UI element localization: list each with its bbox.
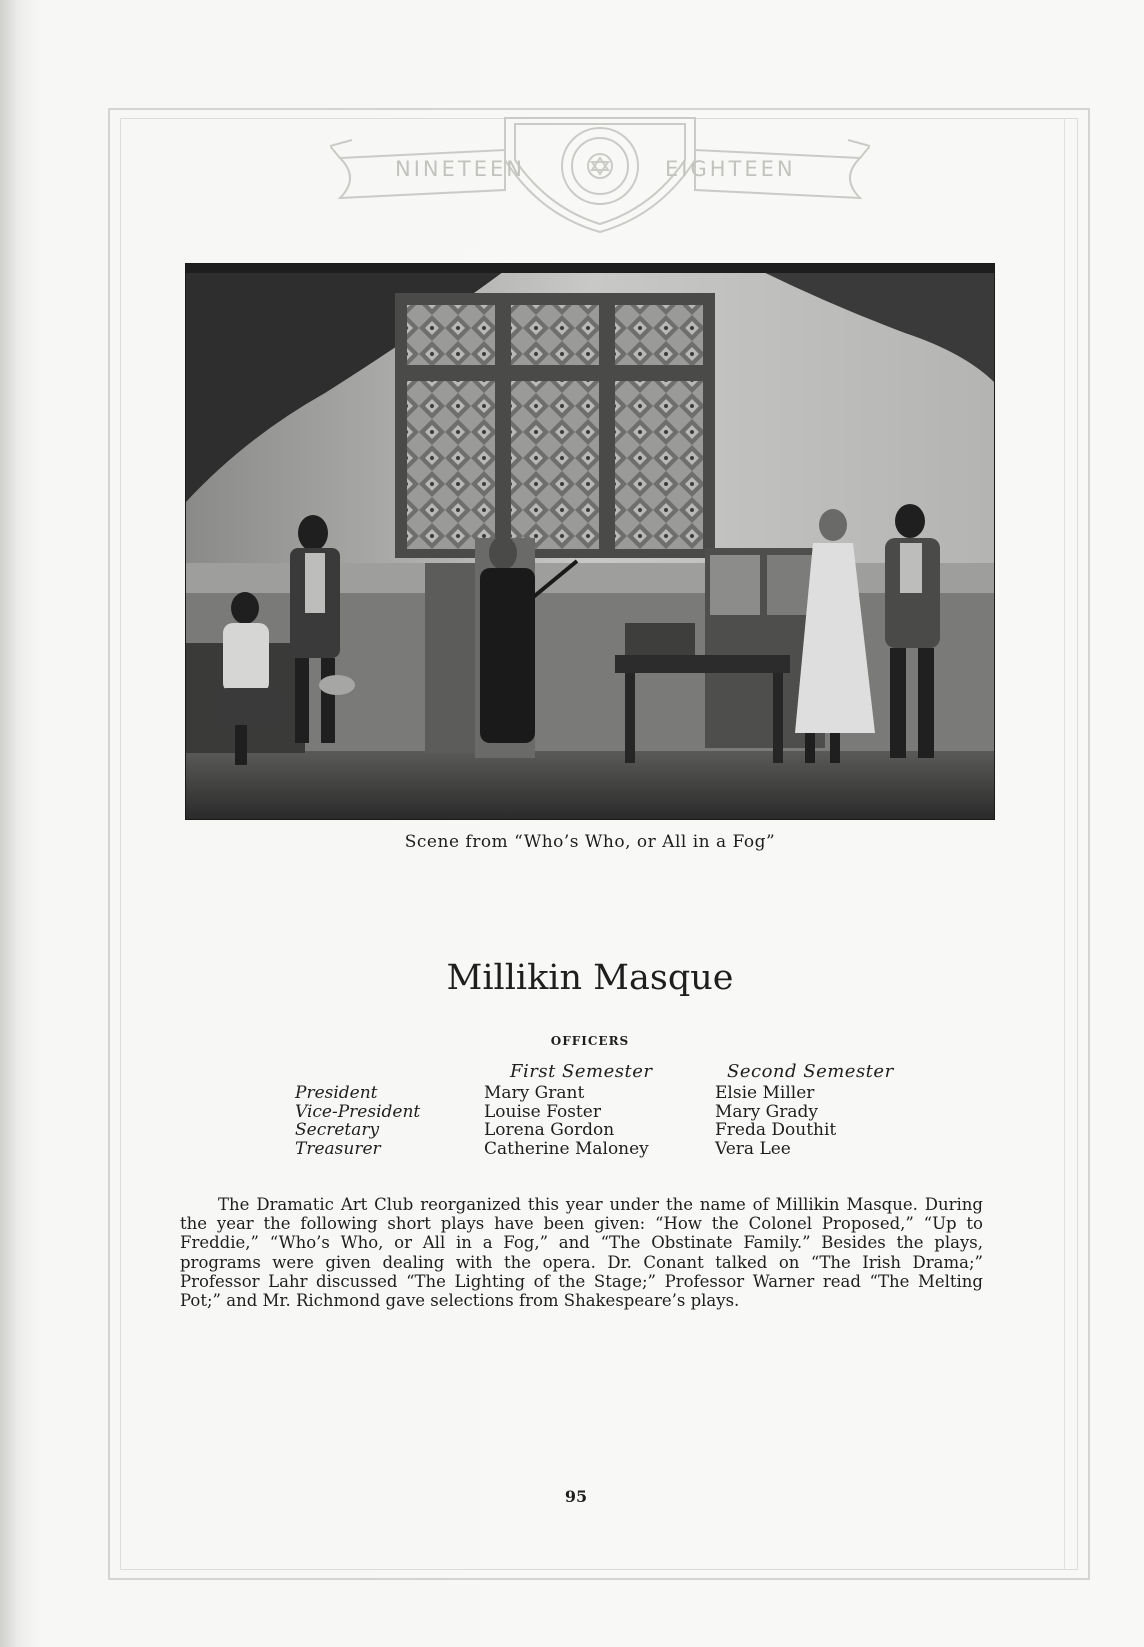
second-semester-heading: Second Semester	[727, 1061, 894, 1082]
photo-caption: Scene from “Who’s Who, or All in a Fog”	[404, 832, 776, 852]
officer-name: Freda Douthit	[715, 1120, 837, 1140]
role-secretary: Secretary	[295, 1120, 380, 1140]
page-border-rule	[1064, 118, 1065, 1570]
stage-scene-photo	[185, 263, 995, 820]
first-semester-officers	[484, 1084, 649, 1158]
officer-name: Catherine Maloney	[484, 1138, 649, 1159]
article-body: The Dramatic Art Club reorganized this year under the name of Millikin Masque. During the year the following short plays have been given: “How the Colonel Proposed,” “Up to Freddie,” “Who’s Who, or All in a Fog,” and “The Obstinate Family.” Besides the plays, programs were given dealing with the opera. Dr. Conant talked on “The Irish Drama;” Professor Lahr discussed “The Lighting of the Stage;” Professor Warner read “The Melting Pot;” and Mr. Richmond gave selections from Shakespeare’s plays.	[180, 1195, 983, 1311]
role-vice-president: Vice-President	[295, 1101, 421, 1122]
page-number: 95	[564, 1487, 588, 1506]
officer-roles-column	[295, 1084, 420, 1158]
officers-heading: OFFICERS	[550, 1034, 630, 1048]
second-semester-officers	[715, 1084, 836, 1158]
role-president: President	[295, 1083, 378, 1103]
officer-name: Mary Grady	[715, 1101, 819, 1122]
header-word-right: EIGHTEEN	[665, 157, 796, 181]
first-semester-heading: First Semester	[510, 1061, 653, 1082]
officer-name: Vera Lee	[715, 1138, 791, 1159]
officer-name: Lorena Gordon	[484, 1120, 615, 1140]
officer-name: Louise Foster	[484, 1101, 601, 1122]
header-word-left: NINETEEN	[395, 157, 525, 181]
article-title: Millikin Masque	[446, 958, 734, 998]
officer-name: Elsie Miller	[715, 1083, 815, 1103]
role-treasurer: Treasurer	[295, 1138, 381, 1159]
officer-name: Mary Grant	[484, 1083, 585, 1103]
